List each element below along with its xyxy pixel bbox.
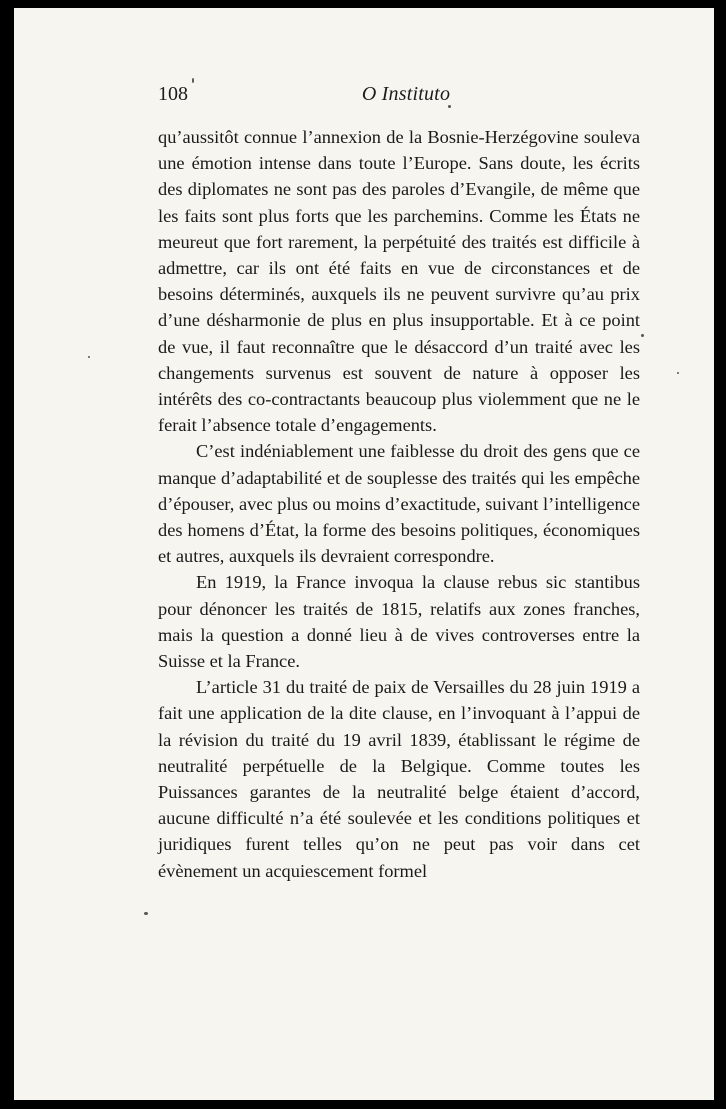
book-page [14, 8, 714, 1100]
paragraph-2: C’est indéniablement une faiblesse du droit des gens que ce manque d’adaptabilité et de souplesse des traités qui les empêche d’épouser, avec plus ou moins d’exactitude, suivant l’intelligence des homens d’État, la forme des besoins politiques, économiques et autres, auxquels ils devraient correspondre. [158, 441, 640, 567]
paragraph-4: L’article 31 du traité de paix de Versailles du 28 juin 1919 a fait une application de la dite clause, en l’invoquant à l’appui de la révision du traité du 19 avril 1839, établissant le régime de neutralité perpétuelle de la Belgique. Comme toutes les Puissances garantes de la neutralité belge étaient d’accord, aucune difficulté n’a été soulevée et les conditions politiques et juridiques furent telles qu’on ne peut pas voir dans cet évènement un acquiescement formel [158, 677, 640, 881]
body-text [158, 124, 640, 884]
running-title: O Instituto [361, 83, 451, 105]
scan-speck [192, 78, 194, 83]
scan-speck [641, 334, 644, 337]
paragraph-1: qu’aussitôt connue l’annexion de la Bosnie-Herzégovine souleva une émotion intense dans toute l’Europe. Sans doute, les écrits des diplomates ne sont pas des paroles d’Evangile, de même que les faits sont plus forts que les parchemins. Comme les États ne meureut que fort rarement, la perpétuité des traités est difficile à admettre, car ils ont été faits en vue de circonstances et de besoins déterminés, auxquels ils ne peuvent survivre qu’au prix d’une désharmonie de plus en plus insupportable. Et à ce point de vue, il faut reconnaître que le désaccord d’un traité avec les changements survenus est souvent de nature à opposer les intérêts des co-contractants beaucoup plus violemment que ne le ferait l’absence totale d’engagements. [158, 127, 640, 436]
page-number: 108 [158, 83, 188, 105]
page-header [158, 83, 654, 113]
scan-speck [448, 105, 451, 108]
paragraph-3: En 1919, la France invoqua la clause rebus sic stantibus pour dénoncer les traités de 1815, relatifs aux zones franches, mais la question a donné lieu à de vives controverses entre la Suisse et la France. [158, 572, 640, 672]
scan-speck [677, 372, 679, 374]
scan-speck [88, 356, 90, 358]
scan-speck [144, 912, 148, 915]
